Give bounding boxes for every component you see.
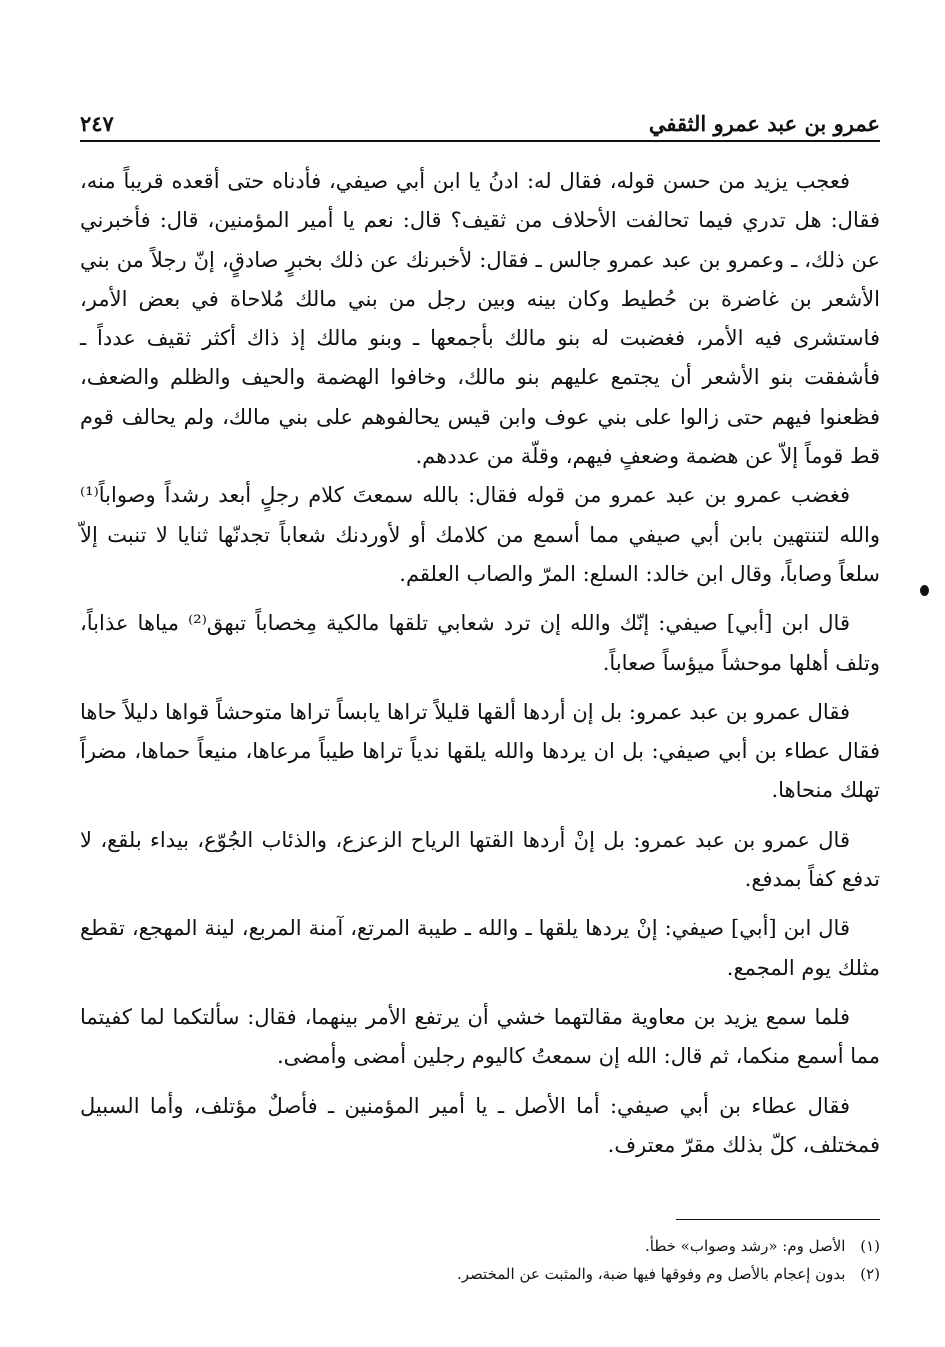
main-text (80, 162, 880, 1175)
running-title: عمرو بن عبد عمرو الثقفي (648, 111, 880, 136)
paragraph: قال عمرو بن عبد عمرو: بل إنْ أردها القتها الرياح الزعزع، والذئاب الجُوّع، بيداء بلقع، لا تدفع كفاً بمدفع. (80, 827, 880, 892)
paragraph: فقال عمرو بن عبد عمرو: بل إن أردها ألقها قليلاً تراها يابساً تراها متوحشاً قواها دليلاً حاها فقال عطاء بن أبي صيفي: بل ان يردها والله يلقها ندياً تراها طيباً مرعاها، منيعاً حماها، مضراً تهلك منحاها. (80, 699, 880, 803)
paragraph: قال ابن [أبي] صيفي: إنْ يردها يلقها ـ والله ـ طيبة المرتع، آمنة المربع، لينة المهجع، تقطع مثلك يوم المجمع. (80, 916, 880, 980)
paragraph: فقال عطاء بن أبي صيفي: أما الأصل ـ يا أمير المؤمنين ـ فأصلٌ مؤتلف، وأما السبيل فمختلف، كلّ بذلك مقرّ معترف. (80, 1093, 880, 1157)
footnote-text: الأصل وم: «رشد وصواب» خطأ. (644, 1237, 846, 1255)
footnotes (80, 1232, 880, 1288)
paragraph: قال ابن [أبي] صيفي: إنّك والله إن ترد شعابي تلقها مالكية مِخصاباً تبهق⁽²⁾ مياها عذاباً، وتلف أهلها موحشاً ميؤساً صعاباً. (80, 611, 880, 675)
header-rule (80, 140, 880, 142)
paragraph: فعجب يزيد من حسن قوله، فقال له: ادنُ يا ابن أبي صيفي، فأدناه حتى أقعده قريباً منه، فقال: هل تدري فيما تحالفت الأحلاف من ثقيف؟ قال: نعم يا أمير المؤمنين، قال: فأخبرني عن ذلك، ـ وعمرو بن عبد عمرو جالس ـ فقال: لأخبرنك عن ذلك بخبرٍ صادقٍ، إنّ رجلاً من بني الأشعر بن غاضرة بن حُطيط وكان بينه وبين رجل من بني مالك مُلاحاة في بعض الأمر، فاستشرى فيه الأمر، فغضبت له بنو مالك بأجمعها ـ وبنو مالك إذ ذاك أكثر ثقيف عدداً ـ فأشفقت بنو الأشعر أن يجتمع عليهم بنو مالك، وخافوا الهضمة والحيف والظلم والضعف، فظعنوا فيهم حتى زالوا على بني عوف وابن قيس يحالفوهم على بني مالك، ولم يحالف قوم قط قوماً إلاّ عن هضمة وضعفٍ فيهم، وقلّة من عددهم. (80, 169, 880, 469)
page-number: ٢٤٧ (80, 111, 114, 136)
ink-dot (920, 585, 929, 596)
footnote-rule (676, 1219, 880, 1220)
footnote-mark: (١) (860, 1237, 880, 1255)
paragraph: فلما سمع يزيد بن معاوية مقالتهما خشي أن يرتفع الأمر بينهما، فقال: سألتكما لما كفيتما مما أسمع منكما، ثم قال: الله إن سمعتُ كاليوم رجلين أمضى وأمضى. (80, 1004, 880, 1069)
footnote-text: بدون إعجام بالأصل وم وفوقها فيها ضبة، والمثبت عن المختصر. (457, 1265, 846, 1283)
footnote-mark: (٢) (860, 1265, 880, 1283)
page-header (80, 100, 880, 136)
footnote (80, 1232, 880, 1260)
footnote (80, 1260, 880, 1288)
paragraph: فغضب عمرو بن عبد عمرو من قوله فقال: بالله سمعتَ كلام رجلٍ أبعد رشداً وصواباً⁽¹⁾ والله لتنتهين بابن أبي صيفي مما أسمع من كلامك أو لأوردنك شعاباً تجدنّها ثنايا لا تنبت إلاّ سلعاً وصاباً، وقال ابن خالد: السلع: المرّ والصاب العلقم. (80, 483, 880, 586)
